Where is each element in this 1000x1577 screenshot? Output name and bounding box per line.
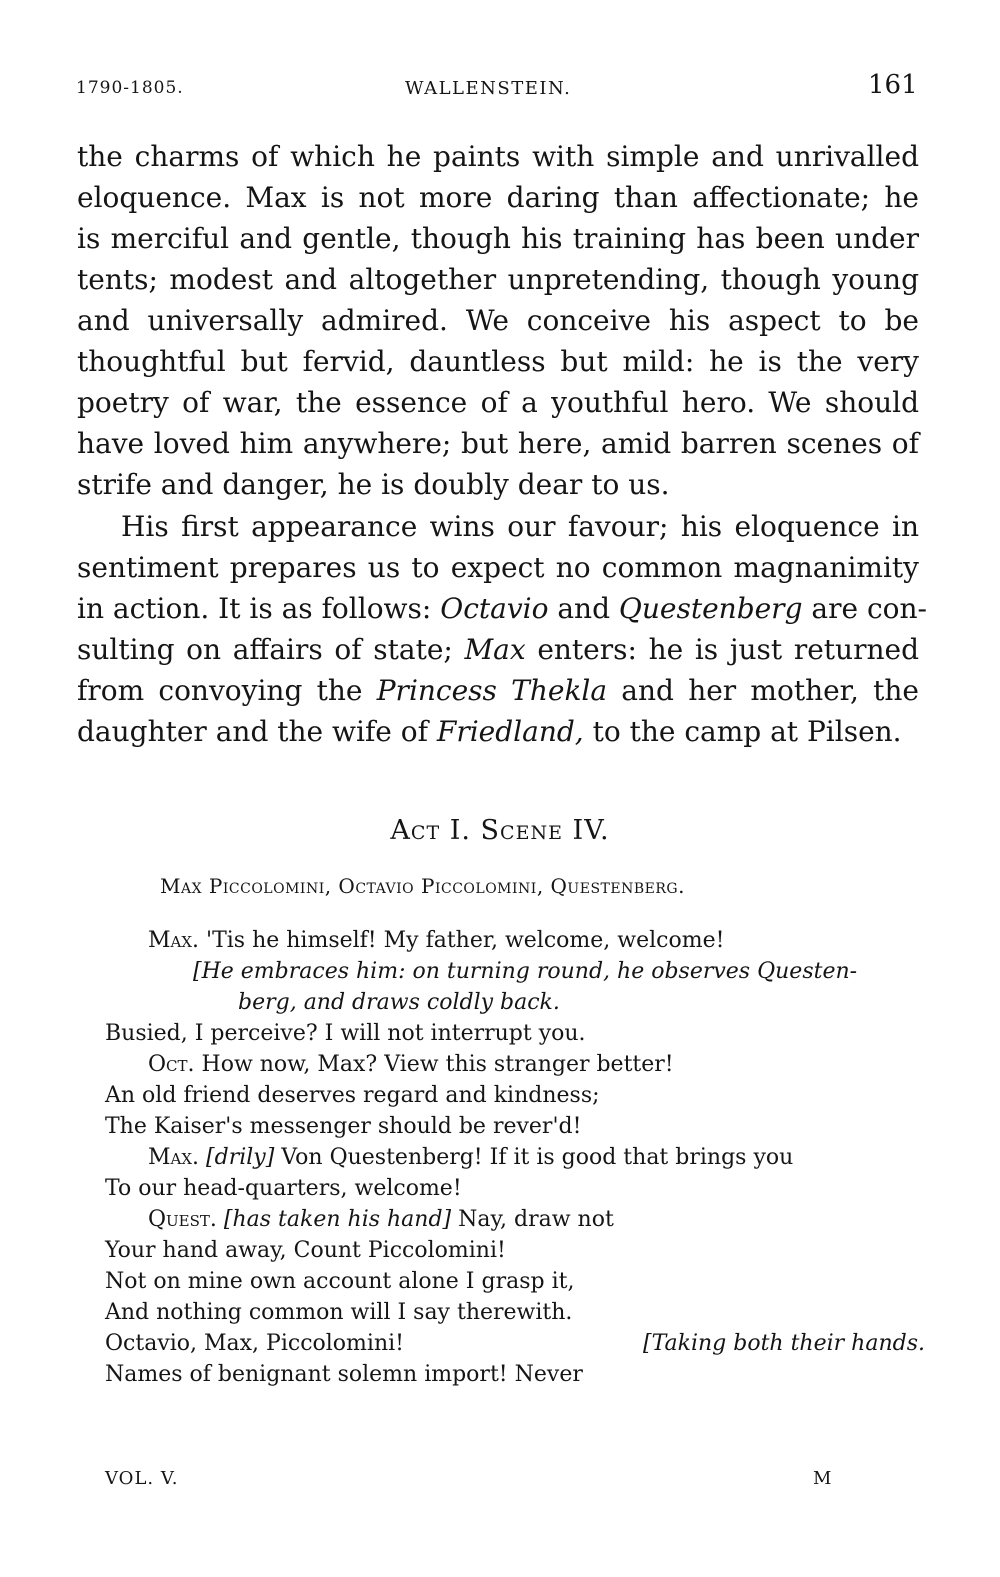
scene-heading: Act I. Scene IV. (390, 815, 610, 846)
speaker-label: Max. (148, 928, 200, 953)
text-line (77, 629, 919, 670)
stage-direction: [He embraces him: on turning round, he observes Questen- (193, 959, 858, 984)
text-run: and (548, 592, 619, 625)
text-run: from convoying the (77, 674, 377, 707)
verse-line: Your hand away, Count Piccolomini! (105, 1238, 506, 1263)
verse-text: Von Questenberg! If it is good that brings you (274, 1145, 794, 1170)
verse-line (105, 1142, 925, 1173)
text-run: daughter and the wife of (77, 715, 437, 748)
signature-mark: M (813, 1468, 832, 1489)
text-run: sulting on affairs of state; (77, 633, 465, 666)
text-run: in action. It is as follows: (77, 592, 441, 625)
volume-marker: VOL. V. (105, 1468, 179, 1489)
text-line: have loved him anywhere; but here, amid barren scenes of (77, 427, 919, 460)
speaker-label: Quest. (148, 1207, 217, 1232)
inline-stage-direction: [has taken his hand] (216, 1207, 452, 1232)
verse-line: An old friend deserves regard and kindness; (105, 1083, 600, 1108)
stage-direction: [Taking both their hands. (642, 1331, 925, 1356)
text-line: strife and danger, he is doubly dear to us. (77, 468, 670, 501)
text-line: poetry of war, the essence of a youthful hero. We should (77, 386, 919, 419)
text-run: are con- (802, 592, 927, 625)
stage-direction: berg, and draws coldly back. (238, 990, 560, 1015)
character-name-max: Max (464, 633, 526, 666)
verse-line (105, 925, 925, 956)
verse-line: The Kaiser's messenger should be rever'd! (105, 1114, 582, 1139)
character-name-friedland: Friedland, (436, 715, 584, 748)
verse-line: And nothing common will I say therewith. (105, 1300, 573, 1325)
text-line (77, 670, 919, 711)
verse-line: Not on mine own account alone I grasp it, (105, 1269, 575, 1294)
text-line (77, 711, 919, 752)
inline-stage-direction: [drily] (199, 1145, 275, 1170)
speaker-label: Max. (148, 1145, 200, 1170)
verse-text: Nay, draw not (451, 1207, 614, 1232)
text-line: thoughtful but fervid, dauntless but mild: he is the very (77, 345, 919, 378)
text-line: eloquence. Max is not more daring than affectionate; he (77, 181, 919, 214)
verse-line (105, 1328, 925, 1359)
text-line: is merciful and gentle, though his training has been under (77, 222, 919, 255)
character-name-questenberg: Questenberg (618, 592, 803, 625)
paragraph-first-appearance (77, 506, 927, 752)
text-run: to the camp at Pilsen. (583, 715, 902, 748)
text-run: and her mother, the (607, 674, 919, 707)
verse-line: Names of benignant solemn import! Never (105, 1362, 583, 1387)
character-name-thekla: Princess Thekla (376, 674, 608, 707)
page-number: 161 (868, 70, 918, 100)
verse-line (105, 1049, 925, 1080)
text-line: His first appearance wins our favour; his eloquence in (121, 510, 919, 543)
verse-line: To our head-quarters, welcome! (105, 1176, 462, 1201)
verse-text: Octavio, Max, Piccolomini! (105, 1331, 404, 1356)
text-line: the charms of which he paints with simple and unrivalled (77, 140, 919, 173)
text-line: sentiment prepares us to expect no common magnanimity (77, 551, 919, 584)
text-line: and universally admired. We conceive his aspect to be (77, 304, 919, 337)
character-name-octavio: Octavio (440, 592, 549, 625)
verse-line (105, 1204, 925, 1235)
running-header-dates: 1790-1805. (76, 78, 184, 98)
text-line: tents; modest and altogether unpretending, though young (77, 263, 919, 296)
verse-text: How now, Max? View this stranger better! (194, 1052, 674, 1077)
dialogue-verse (105, 925, 925, 1390)
paragraph-max-description (77, 136, 919, 505)
text-line (77, 588, 927, 629)
speaker-label: Oct. (148, 1052, 195, 1077)
dramatis-personae: Max Piccolomini, Octavio Piccolomini, Questenberg. (160, 874, 685, 898)
verse-text: 'Tis he himself! My father, welcome, welcome! (199, 928, 725, 953)
verse-line: Busied, I perceive? I will not interrupt you. (105, 1021, 586, 1046)
text-run: enters: he is just returned (525, 633, 919, 666)
running-header-title: WALLENSTEIN. (405, 78, 572, 99)
